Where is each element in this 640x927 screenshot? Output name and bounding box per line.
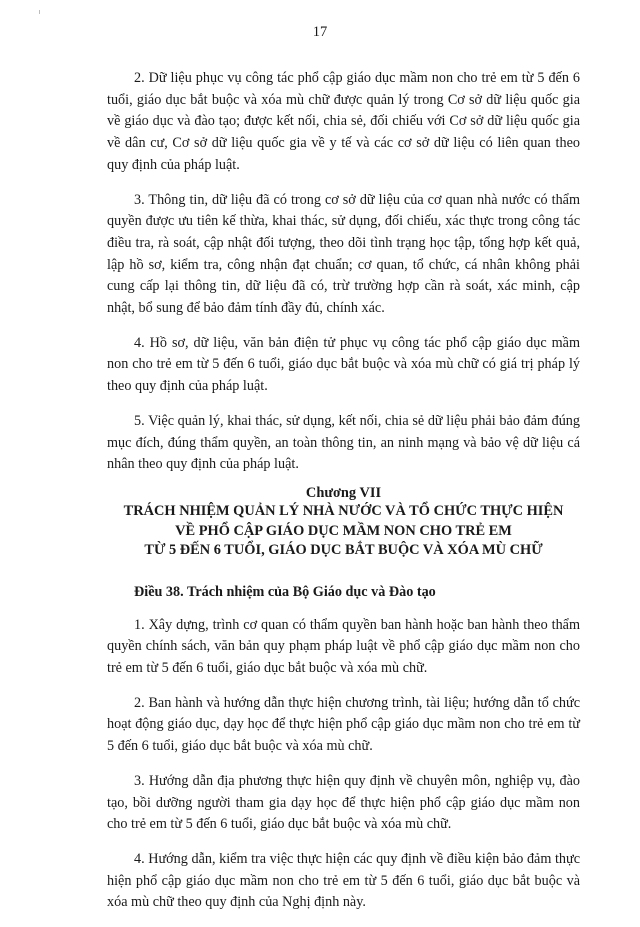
paragraph-3: 3. Thông tin, dữ liệu đã có trong cơ sở dữ liệu của cơ quan nhà nước có thẩm quyền được ưu tiên kế thừa, khai thác, sử dụng, đối chiếu, xác thực trong công tác điều tra, rà soát, cập nhật đối tượng, theo dõi tình trạng học tập, tổng hợp kết quả, lập hồ sơ, kiểm tra, công nhận đạt chuẩn; cơ quan, tổ chức, cá nhân không phải cung cấp lại thông tin, dữ liệu đã có, trừ trường hợp cần rà soát, xác minh, cập nhật, bổ sung để bảo đảm tính đầy đủ, chính xác. xyxy=(107,191,580,317)
article-paragraph-4: 4. Hướng dẫn, kiểm tra việc thực hiện các quy định về điều kiện bảo đảm thực hiện phổ cập giáo dục mầm non cho trẻ em từ 5 đến 6 tuổi, giáo dục bắt buộc và xóa mù chữ theo quy định của Nghị định này. xyxy=(107,850,580,911)
chapter-title-line: TỪ 5 ĐẾN 6 TUỔI, GIÁO DỤC BẮT BUỘC VÀ XÓA MÙ CHỮ xyxy=(144,542,543,559)
chapter-title-line: VỀ PHỔ CẬP GIÁO DỤC MẦM NON CHO TRẺ EM xyxy=(175,522,512,539)
chapter-number: Chương VII xyxy=(305,484,382,501)
scan-mark xyxy=(39,10,40,14)
page-number: 17 xyxy=(312,24,328,40)
page-body xyxy=(107,68,580,927)
article-paragraph-1: 1. Xây dựng, trình cơ quan có thẩm quyền ban hành hoặc ban hành theo thẩm quyền chính sách, văn bản quy phạm pháp luật về phổ cập giáo dục mầm non cho trẻ em từ 5 đến 6 tuổi, giáo dục bắt buộc và xóa mù chữ. xyxy=(107,616,580,677)
paragraph-2: 2. Dữ liệu phục vụ công tác phổ cập giáo dục mầm non cho trẻ em từ 5 đến 6 tuổi, giáo dục bắt buộc và xóa mù chữ được quản lý trong Cơ sở dữ liệu quốc gia về giáo dục và đào tạo; được kết nối, chia sẻ, đối chiếu với Cơ sở dữ liệu quốc gia về dân cư, Cơ sở dữ liệu quốc gia về y tế và các cơ sở dữ liệu có liên quan theo quy định của pháp luật. xyxy=(107,70,580,173)
chapter-title-line: TRÁCH NHIỆM QUẢN LÝ NHÀ NƯỚC VÀ TỔ CHỨC THỰC HIỆN xyxy=(123,503,564,520)
chapter-heading xyxy=(107,484,580,561)
paragraph-5: 5. Việc quản lý, khai thác, sử dụng, kết nối, chia sẻ dữ liệu phải bảo đảm đúng mục đích, đúng thẩm quyền, an toàn thông tin, an ninh mạng và bảo vệ dữ liệu cá nhân theo quy định của pháp luật. xyxy=(107,412,580,473)
article-heading: Điều 38. Trách nhiệm của Bộ Giáo dục và Đào tạo xyxy=(134,583,436,600)
article-paragraph-2: 2. Ban hành và hướng dẫn thực hiện chương trình, tài liệu; hướng dẫn tổ chức hoạt động giáo dục, dạy học để thực hiện phổ cập giáo dục mầm non cho trẻ em từ 5 đến 6 tuổi, giáo dục bắt buộc và xóa mù chữ. xyxy=(107,694,580,755)
article-paragraph-3: 3. Hướng dẫn địa phương thực hiện quy định về chuyên môn, nghiệp vụ, đào tạo, bồi dưỡng người tham gia dạy học để thực hiện phổ cập giáo dục mầm non cho trẻ em từ 5 đến 6 tuổi, giáo dục bắt buộc và xóa mù chữ. xyxy=(107,772,580,833)
paragraph-4: 4. Hồ sơ, dữ liệu, văn bản điện tử phục vụ công tác phổ cập giáo dục mầm non cho trẻ em từ 5 đến 6 tuổi, giáo dục bắt buộc và xóa mù chữ có giá trị pháp lý theo quy định của pháp luật. xyxy=(107,334,580,395)
